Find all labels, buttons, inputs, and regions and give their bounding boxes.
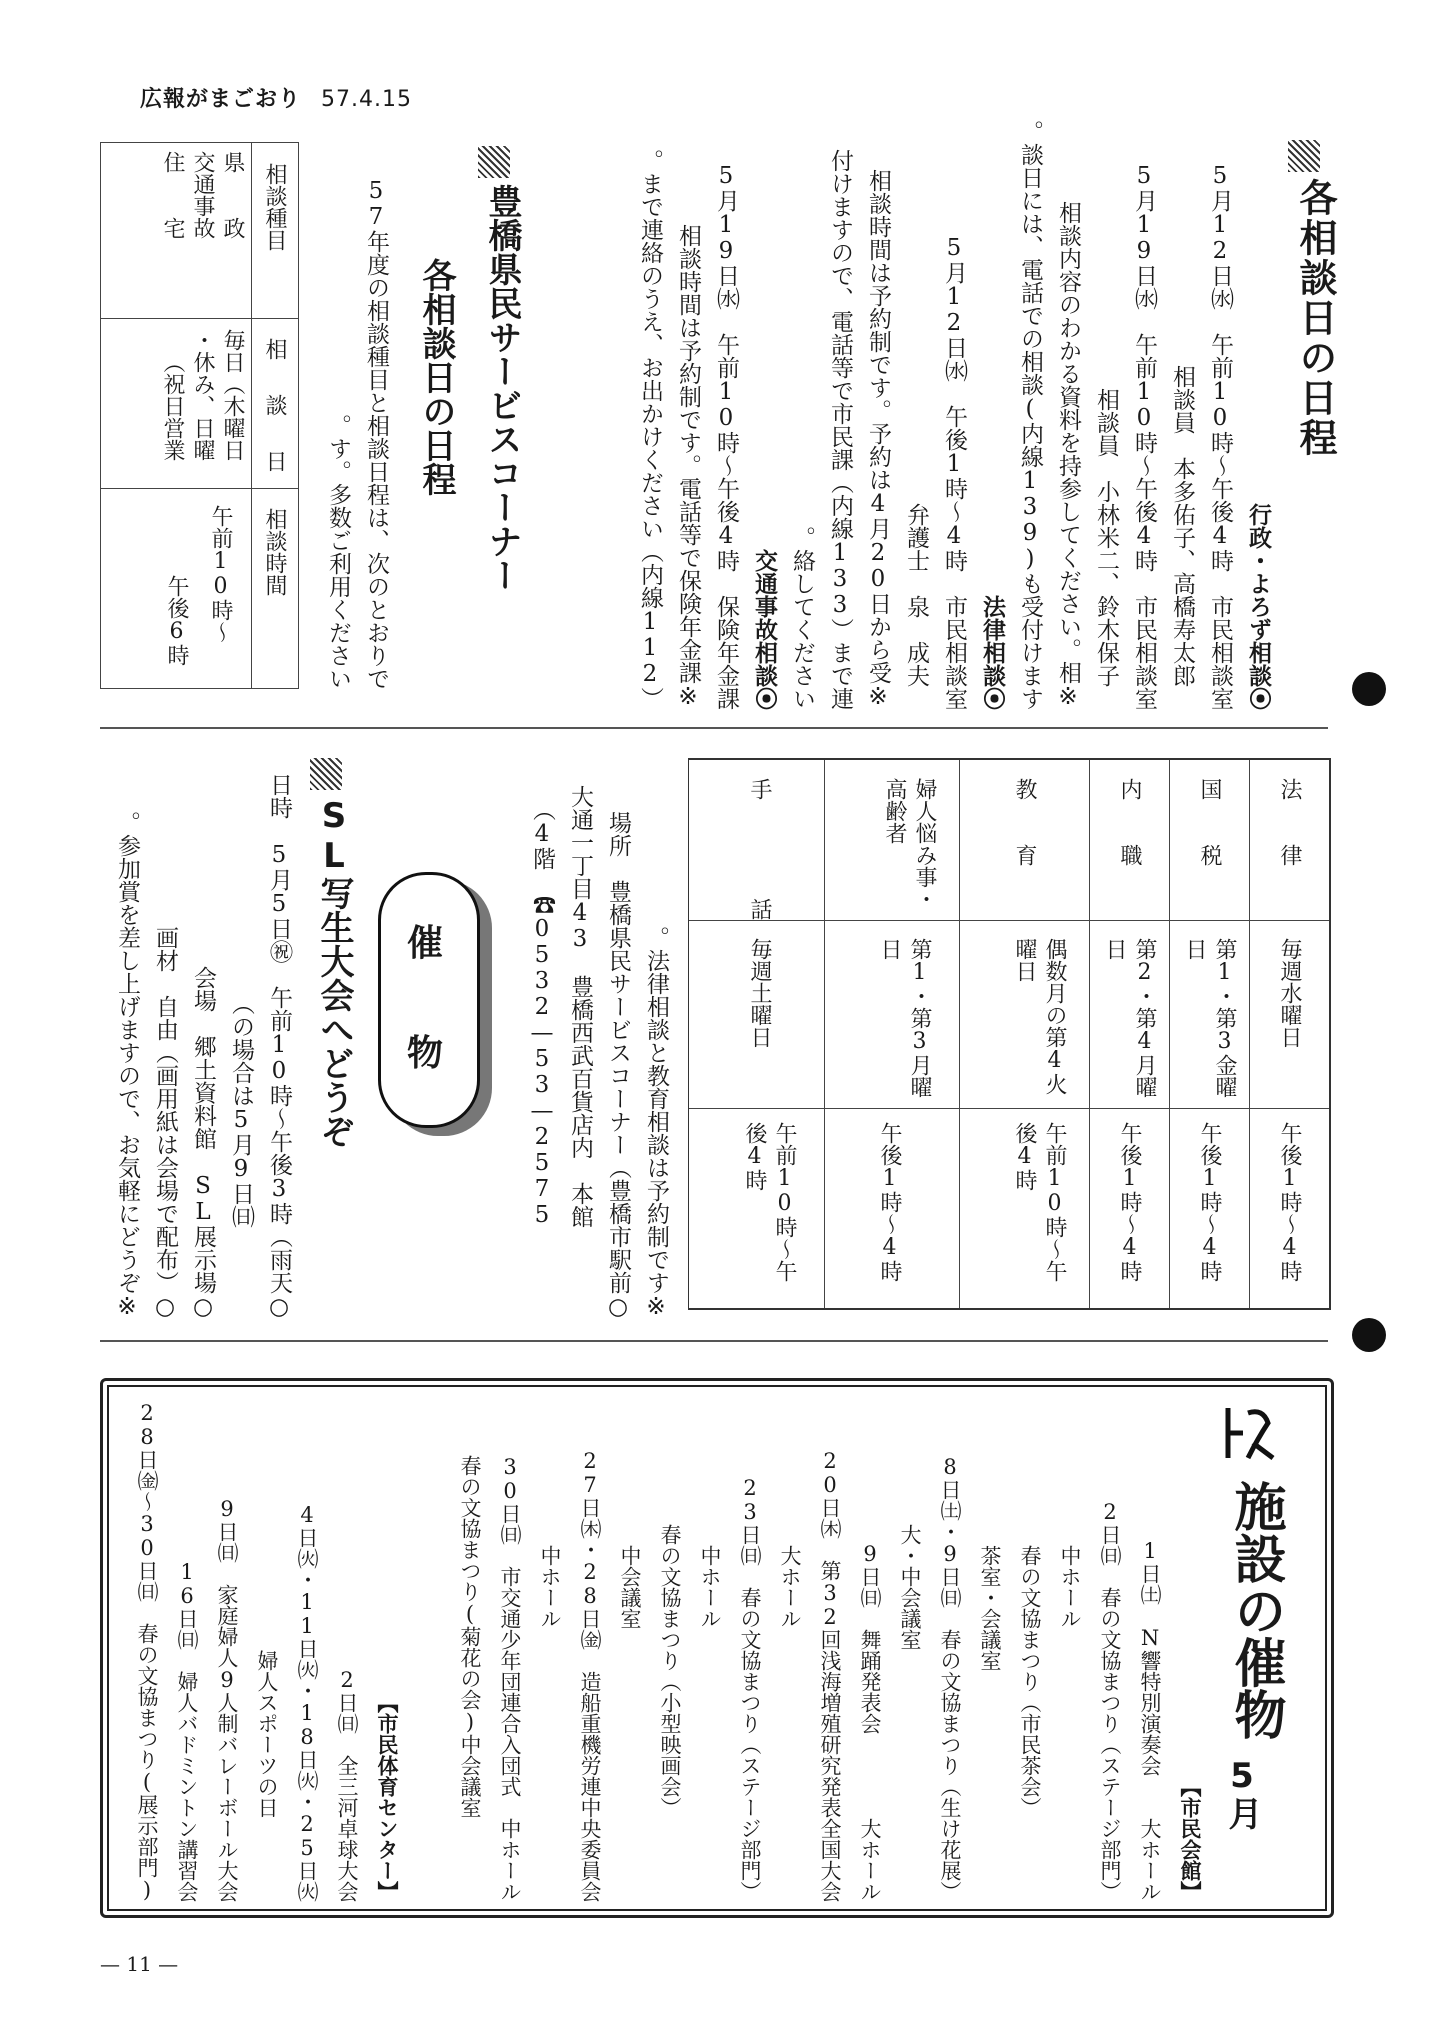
kaikan-events	[415, 1392, 1210, 1902]
sl-line: ○画材 自由（画用紙は会場で配布）	[152, 926, 178, 1320]
taiiku-event: 9日㈰ 家庭婦人9人制バレーボール大会	[215, 1497, 239, 1902]
kenmin-title: 豊橋県民サービスコーナー	[482, 184, 522, 592]
table1-cell: 毎日（木曜日	[220, 329, 245, 461]
kaikan-event: 春の文協まつり（市民茶会）	[1018, 1545, 1042, 1902]
kaikan-event: 20日㈭ 第32回浅海増殖研究発表全国大会	[818, 1449, 842, 1902]
kenmin-subtitle: 各相談日の日程	[416, 258, 456, 496]
gyosei-line: ※相談内容のわかる資料を持参してください。相	[1055, 201, 1081, 710]
soudan-title-block	[1288, 140, 1343, 458]
shisetsu-title-block	[1218, 1398, 1306, 1888]
kenmin-intro-line: 57年度の相談種目と相談日程は、次のとおりで	[363, 178, 389, 690]
kaikan-event: 中ホール	[1058, 1545, 1082, 1902]
table2-day: 毎週水曜日	[1277, 938, 1302, 1048]
publication-title: 広報がまごおり	[140, 87, 302, 112]
table2-subject: 教 育	[1012, 778, 1037, 866]
kaikan-event: 春の文協まつり(菊花の会)中会議室	[458, 1455, 482, 1902]
table1-cell: 交通事故	[190, 151, 215, 239]
sl-line: ○日時 5月5日㊗ 午前10時〜午後3時（雨天	[266, 773, 292, 1320]
section-divider	[100, 727, 1328, 729]
gyosei-line: 5月19日㈬ 午前10時〜午後4時 市民相談室	[1131, 163, 1157, 710]
binder-hole	[1352, 672, 1386, 706]
koutsu-heading: ⦿交通事故相談	[751, 549, 777, 710]
kaikan-event: 中会議室	[618, 1545, 642, 1902]
kaikan-event: 9日㈰ 舞踊発表会 大ホール	[858, 1542, 882, 1902]
houritsu-line: 付けますので、電話等で市民課（内線133）まで連	[827, 149, 853, 710]
table2-subject: 手 話	[747, 778, 772, 938]
taiiku-event: 16日㈰ 婦人バドミントン講習会	[175, 1560, 199, 1902]
gyosei-line: 談日には、電話での相談(内線139)も受付けます。	[1017, 120, 1043, 710]
section-mark-icon	[310, 758, 342, 790]
logo-icon	[1218, 1398, 1278, 1468]
page-header	[140, 82, 412, 113]
table2-day: 第1・第3金曜日	[1182, 938, 1237, 1098]
kenmin-note-line: 大通一丁目43 豊橋西武百貨店内 本館	[567, 785, 593, 1320]
kaikan-event: 中ホール	[538, 1545, 562, 1902]
table2-time: 午前10時〜午後4時	[1012, 1122, 1067, 1282]
kaikan-event: 2日㈰ 春の文協まつり（ステージ部門）	[1098, 1500, 1122, 1902]
table2-day: 毎週土曜日	[747, 938, 772, 1048]
table2-time: 午後1時〜4時	[1277, 1122, 1302, 1282]
koutsu-line: 5月19日㈬ 午前10時〜午後4時 保険年金課	[713, 163, 739, 710]
table2-subject: 内 職	[1117, 778, 1142, 866]
sl-line: の場合は5月9日㈰）	[228, 992, 254, 1320]
badge-char: 物	[407, 1033, 444, 1074]
koutsu-line: （内線112）まで連絡のうえ、お出かけください。	[637, 149, 663, 710]
sl-line: ※参加賞を差し上げますので、お気軽にどうぞ。	[114, 811, 140, 1320]
table1-header: 相談種目	[262, 163, 287, 251]
kaikan-event: 1日㈯ N響特別演奏会 大ホール	[1138, 1539, 1162, 1902]
taiiku-events	[125, 1392, 407, 1902]
moyooshi-badge	[378, 872, 480, 1128]
kaikan-event: 27日㈭・28日㈮ 造船重機労連中央委員会	[578, 1449, 602, 1902]
kenmin-title-block	[478, 146, 527, 592]
soudan-body	[637, 120, 1277, 710]
page-number: — 11 —	[100, 1952, 179, 1976]
table2-subject: 法 律	[1277, 778, 1302, 866]
table2-day: 偶数月の第4火曜日	[1012, 938, 1067, 1095]
table2-subject: 婦人悩み事・高齢者	[882, 778, 937, 910]
table2-time: 午後1時〜4時	[877, 1122, 902, 1282]
kenmin-intro-line: す。多数ご利用ください。	[325, 414, 351, 690]
binder-hole	[1352, 1318, 1386, 1352]
kaikan-event: 23日㈰ 春の文協まつり（ステージ部門）	[738, 1476, 762, 1902]
gyosei-line: 相談員 小林米二、鈴木保子	[1093, 388, 1119, 710]
kenmin-note-line: 4階 ☎0532—53—2575）	[529, 798, 555, 1320]
badge-char: 催	[407, 923, 444, 964]
kaikan-event: 大・中会議室	[898, 1524, 922, 1902]
table1-cell: 午前10時〜	[208, 505, 233, 643]
taiiku-event: 28日㈮〜30日㈰ 春の文協まつり(展示部門)	[135, 1401, 159, 1902]
table2-subject: 国 税	[1197, 778, 1222, 866]
kenmin-notes	[480, 760, 675, 1320]
table2-time: 午前10時〜午後4時	[742, 1122, 797, 1282]
table2-day: 第2・第4月曜日	[1102, 938, 1157, 1098]
table1-cell: 午後6時	[164, 575, 189, 666]
table1-header: 相談時間	[262, 508, 287, 596]
kaikan-event: 30日㈰ 市交通少年団連合入団式 中ホール	[498, 1455, 522, 1902]
kenmin-note-line: ○場所 豊橋県民サービスコーナー（豊橋市駅前	[605, 811, 631, 1320]
houritsu-line: ※相談時間は予約制です。予約は4月20日から受	[865, 169, 891, 710]
taiiku-event: 2日㈰ 全三河卓球大会	[335, 1668, 359, 1902]
houritsu-line: 絡してください。	[789, 526, 815, 710]
table2-time: 午後1時〜4時	[1117, 1122, 1142, 1282]
taiiku-heading: 【市民体育センター】	[375, 1692, 399, 1902]
publication-date: 57.4.15	[321, 87, 412, 112]
table2-time: 午後1時〜4時	[1197, 1122, 1222, 1282]
table1-cell: 住 宅	[160, 151, 185, 239]
table1-cell: 休み、日曜・	[190, 329, 215, 461]
kenmin-note-line: ※法律相談と教育相談は予約制です。	[643, 926, 669, 1320]
kaikan-event: 中ホール	[698, 1545, 722, 1902]
table1-cell: 県 政	[220, 151, 245, 239]
table1-cell: 祝日営業）	[160, 351, 185, 461]
sl-title: SL写生大会へどうぞ	[314, 796, 354, 1148]
houritsu-line: 5月12日㈬ 午後1時〜4時 市民相談室	[941, 235, 967, 710]
houritsu-heading: ⦿法律相談	[979, 595, 1005, 710]
table2-day: 第1・第3月曜日	[877, 938, 932, 1098]
kaikan-event: 春の文協まつり（小型映画会）	[658, 1524, 682, 1902]
shisetsu-title: 施設の催物	[1225, 1480, 1285, 1740]
kaikan-event: 茶室・会議室	[978, 1545, 1002, 1902]
koutsu-line: ※相談時間は予約制です。電話等で保険年金課	[675, 224, 701, 710]
kenmin-table-1-frame	[100, 142, 299, 689]
sl-body	[98, 760, 298, 1320]
gyosei-line: 5月12日㈬ 午前10時〜午後4時 市民相談室	[1207, 163, 1233, 710]
kenmin-intro	[305, 170, 395, 690]
shisetsu-month: 5月	[1222, 1756, 1262, 1830]
section-divider	[100, 1340, 1328, 1342]
kaikan-event: 大ホール	[778, 1545, 802, 1902]
gyosei-line: 相談員 本多佑子、高橋寿太郎	[1169, 365, 1195, 710]
table1-header: 相 談 日	[262, 338, 287, 478]
houritsu-line: 弁護士 泉 成夫	[903, 503, 929, 710]
taiiku-event: 婦人スポーツの日	[255, 1650, 279, 1902]
sl-line: ○会場 郷土資料館 SL展示場	[190, 966, 216, 1320]
kenmin-table-2	[688, 758, 1331, 1310]
section-mark-icon	[478, 146, 510, 178]
soudan-title: 各相談日の日程	[1293, 178, 1337, 458]
taiiku-event: 4日㈫・11日㈫・18日㈫・25日㈫	[295, 1503, 319, 1902]
sl-title-block	[310, 758, 359, 1148]
section-mark-icon	[1288, 140, 1320, 172]
gyosei-heading: ⦿行政・よろず相談	[1245, 503, 1271, 710]
kaikan-event: 8日㈯・9日㈰ 春の文協まつり（生け花展）	[938, 1455, 962, 1902]
kaikan-heading: 【市民会館】	[1178, 1776, 1202, 1902]
